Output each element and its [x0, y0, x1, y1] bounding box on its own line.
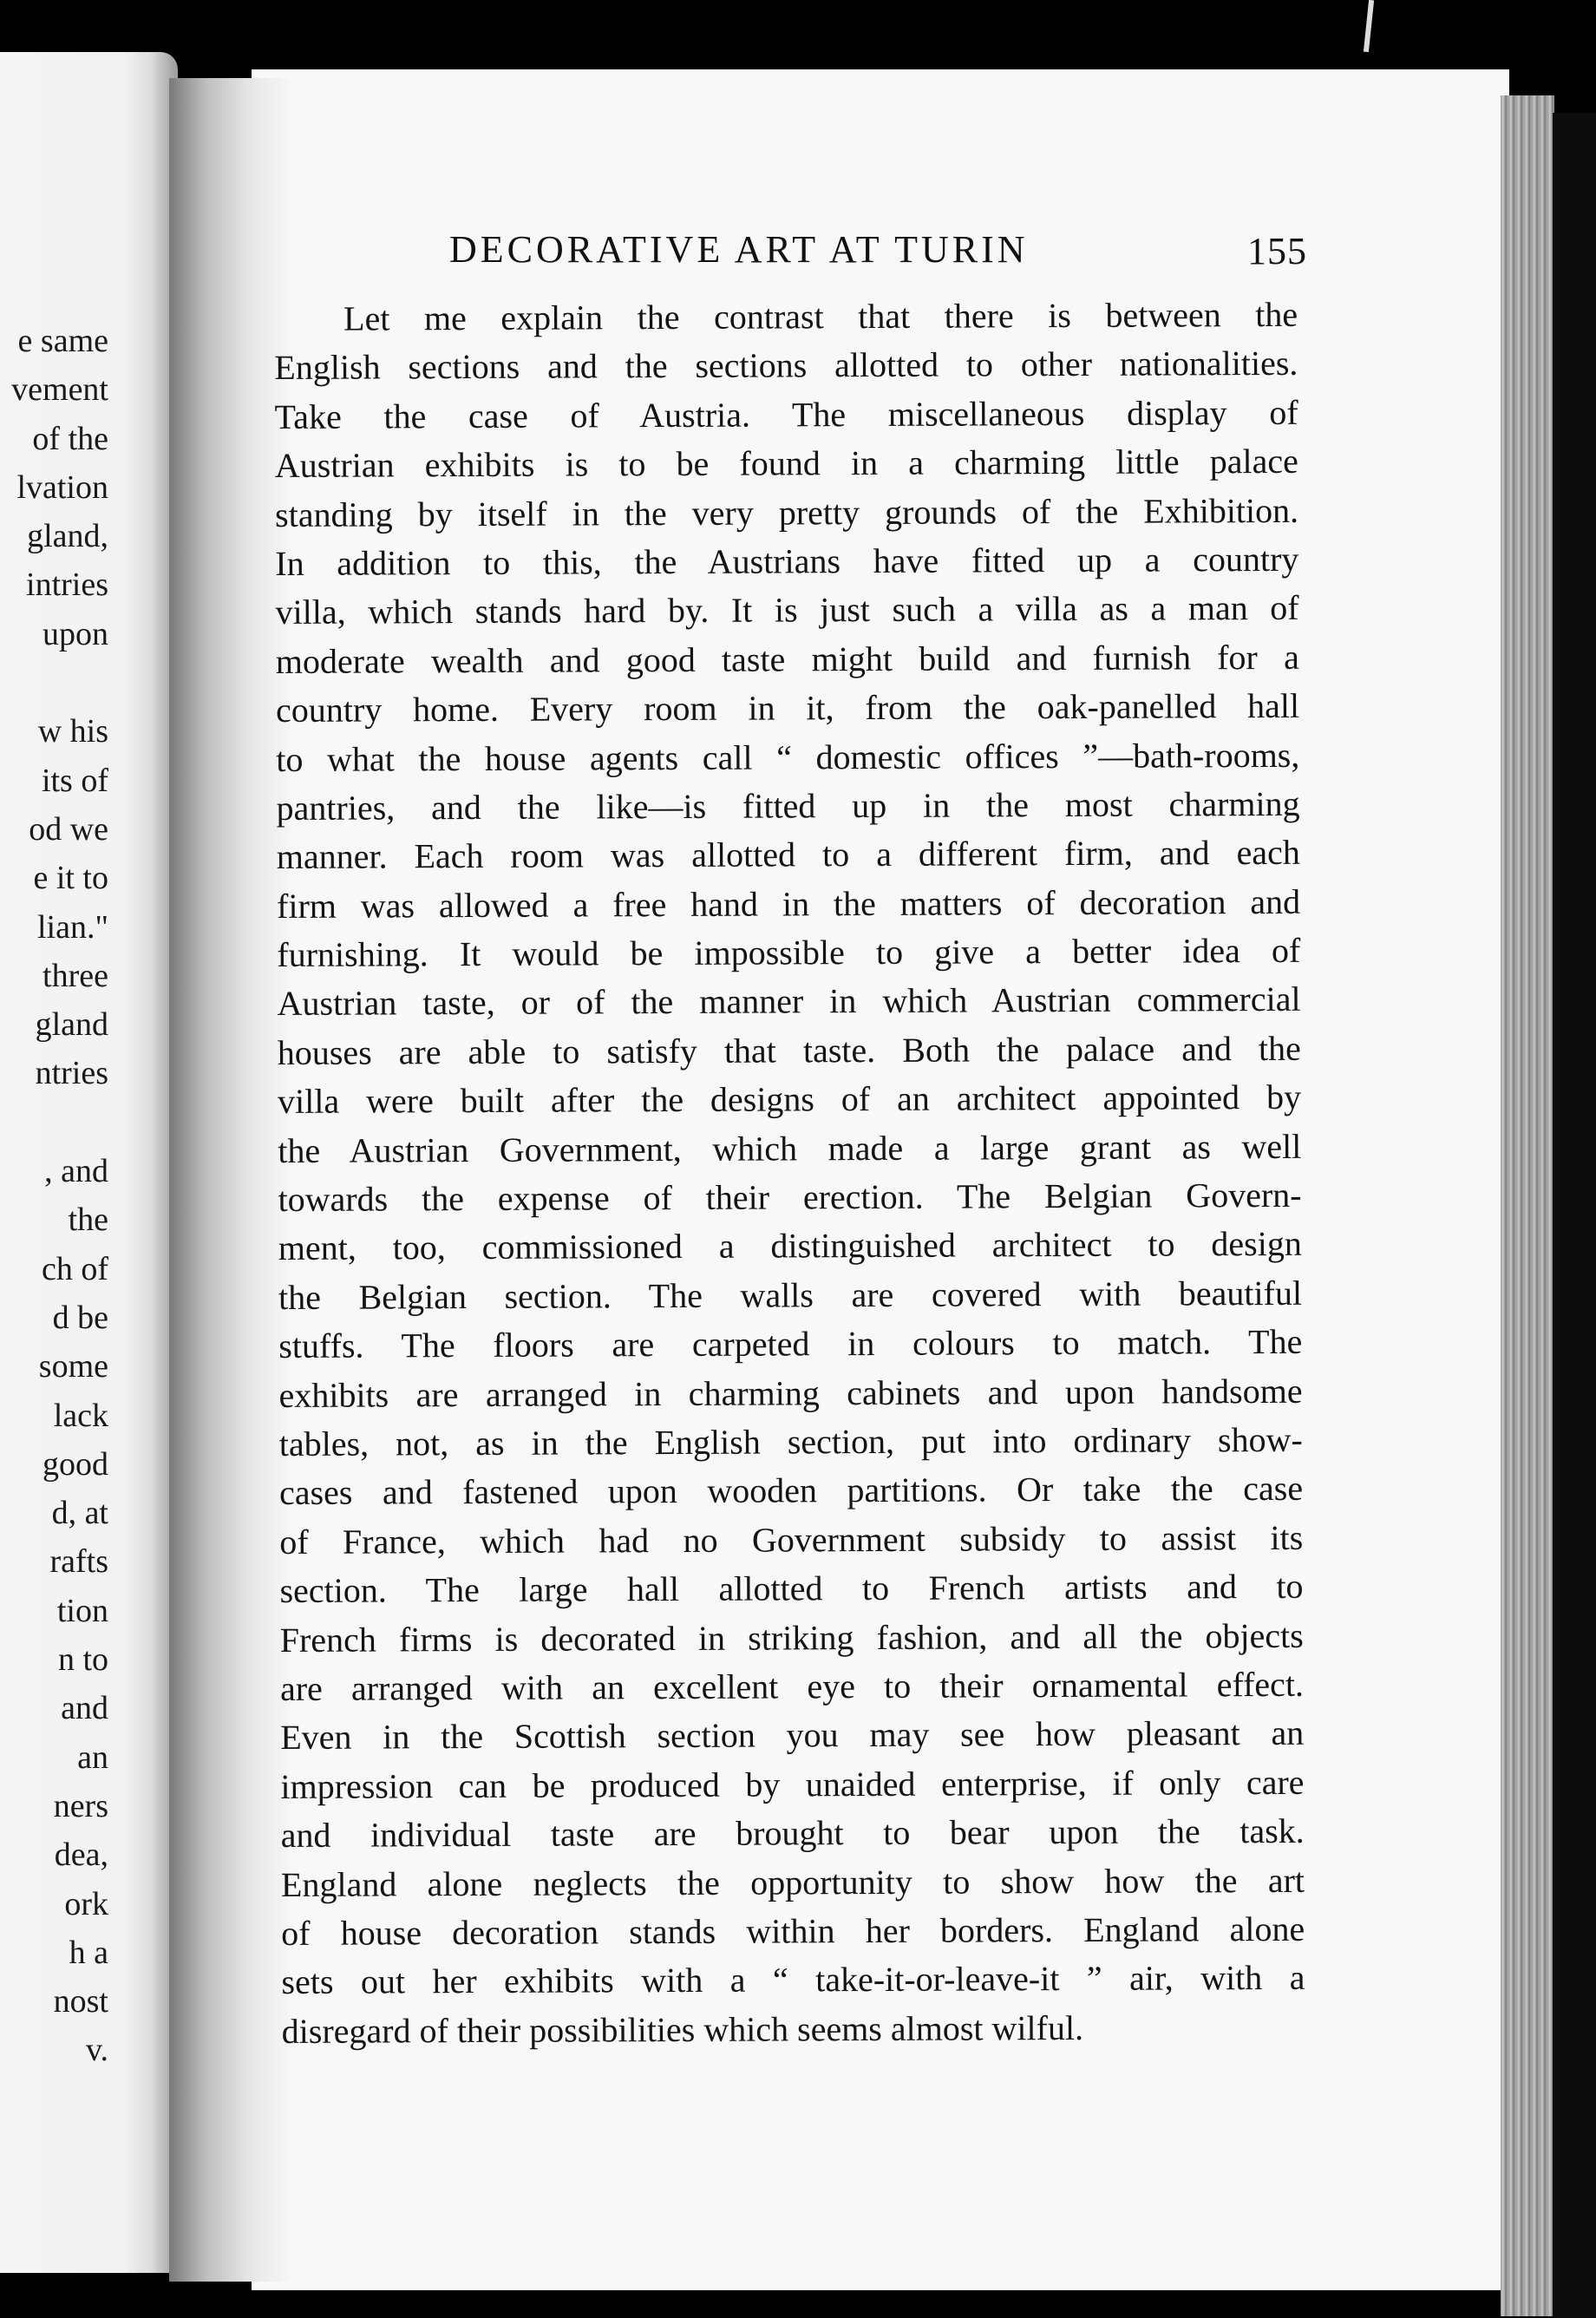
body-line: of France, which had no Government subsidy to assist its	[279, 1517, 1304, 1562]
body-line: Austrian exhibits is to be found in a charming little palace	[274, 442, 1298, 486]
body-line: exhibits are arranged in charming cabinets and upon handsome	[278, 1371, 1303, 1415]
body-line: impression can be produced by unaided enterprise, if only care	[280, 1762, 1305, 1806]
body-line: cases and fastened upon wooden partitions. Or take the case	[278, 1469, 1304, 1513]
body-line: houses are able to satisfy that taste. Both the palace and the	[277, 1028, 1301, 1072]
left-page-line: w his	[37, 713, 108, 750]
body-line: villa were built after the designs of an architect appointed by	[277, 1077, 1302, 1122]
page-number: 155	[1247, 230, 1307, 272]
body-line: ment, too, commissioned a distinguished architect to design	[278, 1224, 1302, 1268]
left-page-line: lian."	[37, 908, 108, 946]
left-page-line: n to	[57, 1641, 108, 1679]
left-page-line: nost	[53, 1983, 108, 2020]
body-line: moderate wealth and good taste might build and furnish for a	[275, 637, 1299, 681]
left-page-line: intries	[26, 566, 108, 604]
left-page-line: an	[77, 1738, 108, 1776]
left-page-line: v.	[85, 2032, 108, 2069]
left-page-line	[0, 1098, 108, 1147]
book-gutter-shadow	[169, 78, 291, 2282]
left-page-line: vement	[11, 371, 108, 409]
left-page-line: gland	[35, 1006, 108, 1044]
body-line: sets out her exhibits with a “ take-it-or-leave-it ” air, with a	[281, 1958, 1305, 2002]
left-page-line: d be	[52, 1299, 108, 1336]
left-page-line: ners	[53, 1787, 108, 1824]
body-line: towards the expense of their erection. The Belgian Govern-	[278, 1175, 1302, 1220]
left-page-line: e it to	[33, 860, 108, 897]
body-line: stuffs. The floors are carpeted in colours to match. The	[278, 1322, 1303, 1366]
left-page-line: , and	[44, 1153, 108, 1190]
left-page-line: good	[43, 1445, 108, 1483]
body-line: country home. Every room in it, from the oak-panelled hall	[275, 685, 1300, 730]
left-page-line: lvation	[16, 468, 108, 506]
left-page-line: three	[43, 957, 108, 994]
left-page-line: its of	[41, 762, 108, 799]
left-page-line: lack	[53, 1397, 108, 1434]
body-line: Even in the Scottish section you may see how pleasant an	[280, 1713, 1305, 1758]
body-line: furnishing. It would be impossible to give a better idea of	[277, 930, 1301, 975]
body-line: French firms is decorated in striking fashion, and all the objects	[279, 1615, 1304, 1660]
scan-artifact	[1364, 0, 1374, 52]
body-line: English sections and the sections allotted to other nationalities.	[274, 344, 1298, 388]
body-line: pantries, and the like—is fitted up in the most charming	[276, 783, 1300, 828]
left-page-text	[0, 317, 108, 2075]
left-page-line: ch of	[41, 1250, 108, 1287]
body-line: the Belgian section. The walls are covered with beautiful	[278, 1273, 1303, 1317]
running-head-title: DECORATIVE ART AT TURIN	[449, 228, 1029, 271]
body-line: are arranged with an excellent eye to their ornamental effect.	[279, 1664, 1305, 1708]
body-line: section. The large hall allotted to French artists and to	[279, 1566, 1304, 1611]
left-page-line: ork	[64, 1885, 108, 1922]
left-page-line: rafts	[49, 1543, 108, 1581]
body-line: to what the house agents call “ domestic offices ”—bath-rooms,	[276, 735, 1300, 779]
left-page-line: ntries	[35, 1055, 108, 1092]
body-line: In addition to this, the Austrians have fitted up a country	[275, 539, 1299, 583]
left-page-line: d, at	[51, 1495, 108, 1532]
left-page-line: h a	[69, 1934, 108, 1971]
body-line: standing by itself in the very pretty grounds of the Exhibition.	[275, 490, 1299, 534]
left-facing-page	[0, 52, 178, 2273]
body-line: firm was allowed a free hand in the matters of decoration and	[276, 881, 1301, 926]
body-line: the Austrian Government, which made a large grant as well	[278, 1126, 1302, 1170]
left-page-line: e same	[17, 323, 108, 359]
body-line: villa, which stands hard by. It is just such a villa as a man of	[275, 588, 1299, 632]
body-line: manner. Each room was allotted to a different firm, and each	[276, 833, 1300, 877]
left-page-line: gland,	[27, 518, 108, 555]
left-page-line: some	[38, 1348, 108, 1385]
body-text	[274, 291, 1305, 2056]
left-page-line: dea,	[54, 1837, 108, 1874]
left-page-line: and	[61, 1690, 108, 1727]
body-line: tables, not, as in the English section, put into ordinary show-	[278, 1419, 1303, 1463]
left-page-line: tion	[56, 1592, 108, 1629]
body-line: of house decoration stands within her borders. England alone	[281, 1909, 1305, 1953]
body-line: and individual taste are brought to bear upon the task.	[280, 1811, 1305, 1856]
body-line: Let me explain the contrast that there is between the	[343, 294, 1298, 338]
left-page-line	[0, 658, 108, 707]
body-line: Take the case of Austria. The miscellaneous display of	[274, 392, 1298, 436]
body-line: England alone neglects the opportunity to show how the art	[280, 1860, 1305, 1904]
page-edge-shadow	[1553, 113, 1596, 2318]
left-page-line: the	[68, 1202, 108, 1239]
body-line: Austrian taste, or of the manner in which Austrian commercial	[277, 979, 1301, 1024]
left-page-line: of the	[32, 420, 108, 457]
body-line: disregard of their possibilities which seems almost wilful.	[281, 2007, 1084, 2051]
left-page-line: upon	[43, 615, 108, 652]
left-page-line: od we	[29, 810, 108, 848]
page-edges	[1501, 95, 1554, 2316]
